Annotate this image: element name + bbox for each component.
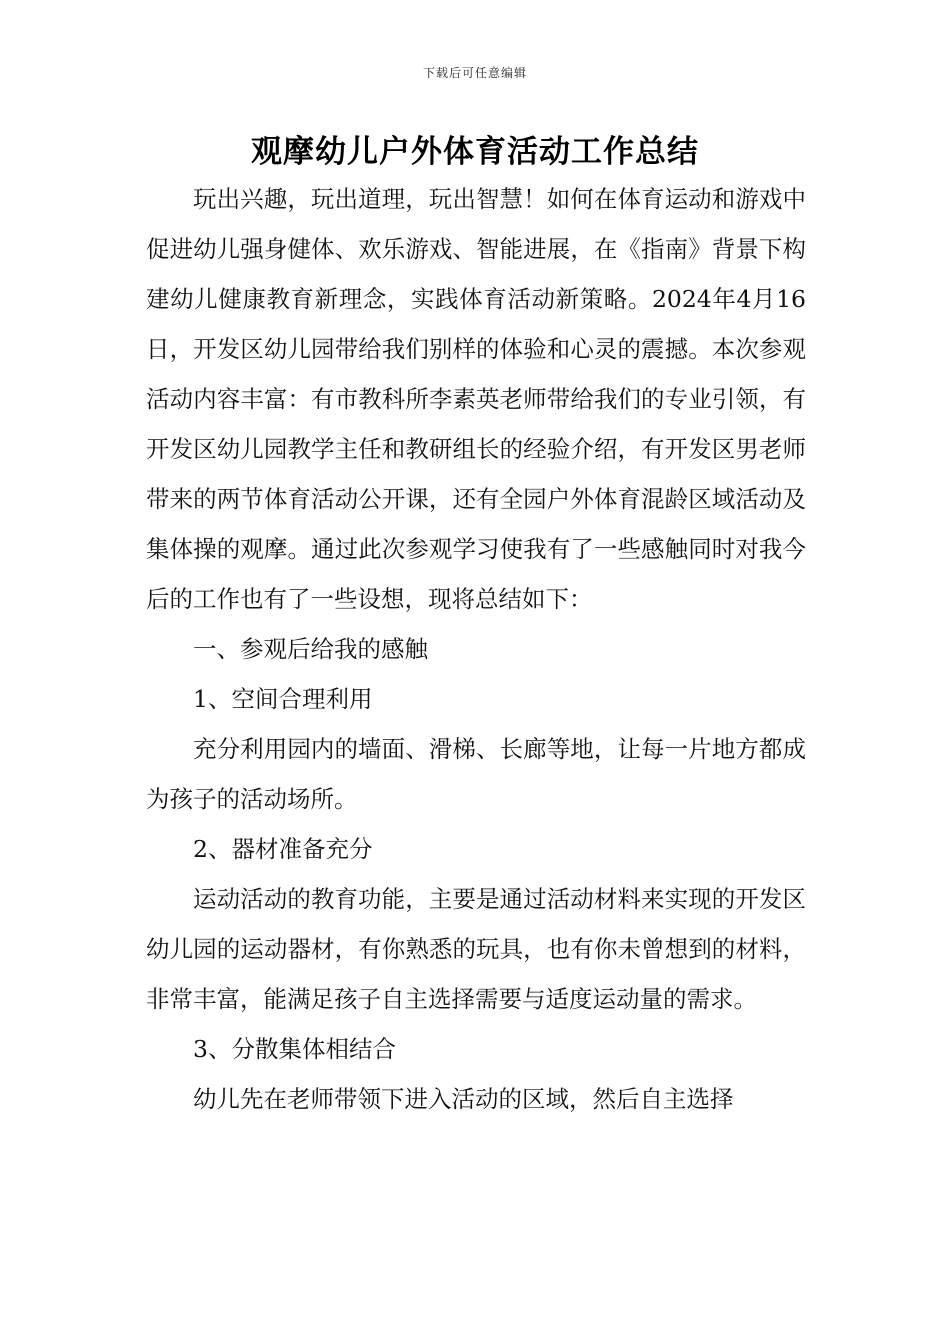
subheading-space-usage: 1、空间合理利用 <box>193 685 373 713</box>
subheading-combination: 3、分散集体相结合 <box>193 1035 396 1063</box>
paragraph-space-usage: 充分利用园内的墙面、滑梯、长廊等地，让每一片地方都成为孩子的活动场所。 <box>146 735 806 813</box>
paragraph-combination: 幼儿先在老师带领下进入活动的区域，然后自主选择 <box>193 1085 734 1113</box>
paragraph-equipment: 运动活动的教育功能，主要是通过活动材料来实现的开发区幼儿园的运动器材，有你熟悉的玩具，也有你未曾想到的材料，非常丰富，能满足孩子自主选择需要与适度运动量的需求。 <box>146 885 806 1013</box>
section-heading-1: 一、参观后给我的感触 <box>193 635 428 663</box>
subheading-equipment: 2、器材准备充分 <box>193 835 373 863</box>
paragraph-intro: 玩出兴趣，玩出道理，玩出智慧！如何在体育运动和游戏中促进幼儿强身健体、欢乐游戏、智能进展，在《指南》背景下构建幼儿健康教育新理念，实践体育活动新策略。2024年4月16日，开发区幼儿园带给我们别样的体验和心灵的震撼。本次参观活动内容丰富：有市教科所李素英老师带给我们的专业引领，有开发区幼儿园教学主任和教研组长的经验介绍，有开发区男老师带来的两节体育活动公开课，还有全园户外体育混龄区域活动及集体操的观摩。通过此次参观学习使我有了一些感触同时对我今后的工作也有了一些设想，现将总结如下： <box>146 185 806 613</box>
document-title: 观摩幼儿户外体育活动工作总结 <box>251 134 699 170</box>
document-body <box>146 174 806 1124</box>
header-note: 下载后可任意编辑 <box>422 66 527 80</box>
